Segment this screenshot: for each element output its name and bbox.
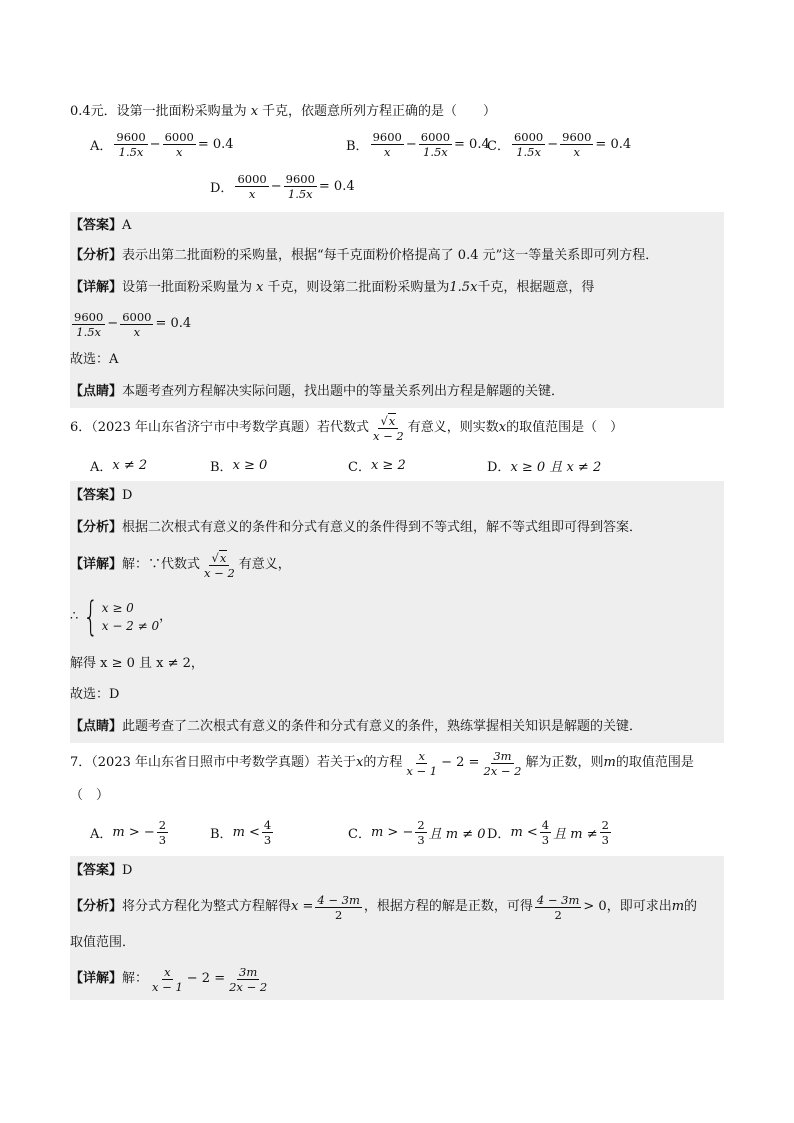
q5-option-d: D． $\frac{6000}{x}$ − $\frac{9600}{1.5x}$ = 0.4: [210, 172, 355, 201]
q7-analysis-cont: 取值范围．: [70, 928, 724, 958]
q6-answer: 【答案】 D: [70, 481, 724, 511]
q6-option-c: C． x ≥ 2: [348, 458, 406, 475]
q5-choose: 故选：A: [70, 344, 724, 376]
q7-option-d: D． m < $\frac{4}{3}$ 且 m ≠ $\frac{2}{3}$: [487, 818, 609, 847]
q5-stem-end: 千克，依题意所列方程正确的是（ ）: [262, 104, 497, 119]
q6-choose: 故选：D: [70, 679, 724, 711]
q5-comment: 【点睛】 本题考查列方程解决实际问题，找出题中的等量关系列出方程是解题的关键．: [70, 376, 724, 408]
q5-analysis: 【分析】 表示出第二批面粉的采购量，根据“每千克面粉价格提高了 0.4 元”这一等量关系即可列方程．: [70, 240, 724, 272]
q6-stem: 6．（2023 年山东省济宁市中考数学真题）若代数式 √ x x − 2 有意义，则实数 x 的取值范围是（ ）: [70, 414, 624, 443]
q5-option-b: B． $\frac{9600}{x}$ − $\frac{6000}{1.5x}$ = 0.4: [346, 130, 490, 159]
q5-equation: $\frac{9600}{1.5x}$ − $\frac{6000}{x}$ = 0.4: [70, 304, 724, 344]
q6-option-a: A． x ≠ 2: [90, 458, 148, 475]
q7-option-c: C． m > − $\frac{2}{3}$ 且 m ≠ 0: [348, 818, 486, 847]
q5-answer: 【答案】 A: [70, 212, 724, 240]
q7-option-a: A． m > − $\frac{2}{3}$: [90, 818, 167, 847]
q6-detail: 【详解】 解：∵代数式 √ x x − 2 有意义，: [70, 545, 724, 585]
q5-detail: 【详解】 设第一批面粉采购量为 x 千克，则设第二批面粉采购量为 1.5x 千克，根据题意，得: [70, 272, 724, 304]
q6-system: ∴ { x ≥ 0 x − 2 ≠ 0 ，: [70, 585, 724, 649]
q5-stem: [70, 103, 724, 121]
q7-analysis: 【分析】 将分式方程化为整式方程解得 x = $\frac{4 - 3m}{2}$ ，根据方程的解是正数，可得 $\frac{4 - 3m}{2}$ > 0，即可求出 m 的: [70, 886, 724, 928]
q5-var: x: [250, 104, 259, 119]
q7-stem: 7．（2023 年山东省日照市中考数学真题）若关于 x 的方程 $\frac{x}{x - 1}$ − 2 = $\frac{3m}{2x - 2}$ 解为正数，则 m 的取值范围是: [70, 748, 694, 778]
q7-detail: 【详解】 解： $\frac{x}{x - 1}$ − 2 = $\frac{3m}{2x - 2}$: [70, 958, 724, 1000]
q5-stem-text: 0.4元．设第一批面粉采购量为: [70, 104, 247, 119]
q6-solve: 解得 x ≥ 0 且 x ≠ 2，: [70, 649, 724, 679]
q7-answer: 【答案】 D: [70, 856, 724, 886]
q6-option-d: D． x ≥ 0 且 x ≠ 2: [487, 460, 602, 475]
q5-option-c: C． $\frac{6000}{1.5x}$ − $\frac{9600}{x}$ = 0.4: [487, 130, 632, 159]
q5-option-a: A． $\frac{9600}{1.5x}$ − $\frac{6000}{x}$ = 0.4: [90, 130, 234, 159]
q6-comment: 【点睛】 此题考查了二次根式有意义的条件和分式有意义的条件，熟练掌握相关知识是解题的关键．: [70, 711, 724, 743]
q6-analysis: 【分析】 根据二次根式有意义的条件和分式有意义的条件得到不等式组，解不等式组即可得到答案．: [70, 511, 724, 545]
q7-paren: （ ）: [70, 788, 110, 803]
q7-option-b: B． m < $\frac{4}{3}$: [210, 818, 272, 847]
q6-option-b: B． x ≥ 0: [210, 458, 268, 475]
